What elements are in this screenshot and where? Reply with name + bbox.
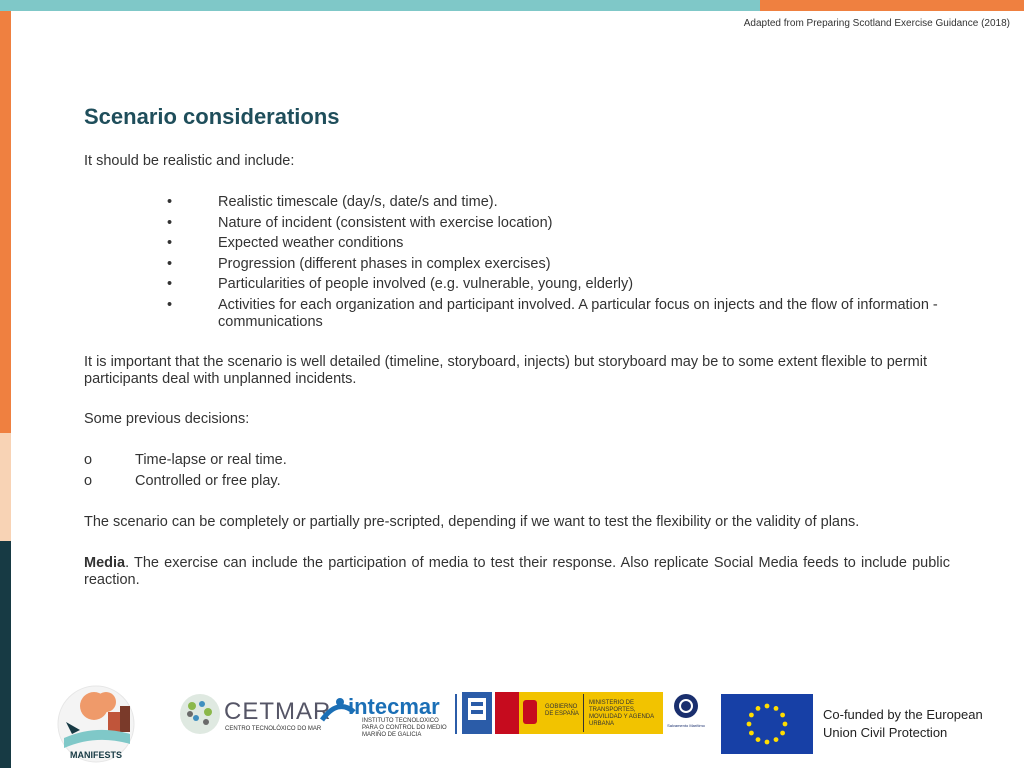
gobierno-text: GOBIERNO DE ESPAÑA (545, 704, 579, 717)
ministerio-text: MINISTERIO DE TRANSPORTES, MOVILIDAD Y AGENDA URBANA (589, 700, 654, 727)
intecmar-name: intecmar (348, 694, 440, 719)
media-text: . The exercise can include the participation of media to test their response. Also replicate Social Media feeds to include public reaction. (84, 555, 950, 588)
decisions-list (84, 452, 287, 493)
list-item (84, 297, 950, 331)
side-accent-peach (0, 433, 11, 541)
list-item-text: Progression (different phases in complex exercises) (218, 255, 551, 272)
top-accent-bar-orange (760, 0, 1024, 11)
list-item-text: Time-lapse or real time. (135, 452, 287, 468)
media-paragraph (84, 555, 950, 589)
scripted-paragraph: The scenario can be completely or partially pre-scripted, depending if we want to test the flexibility or the validity of plans. (84, 514, 860, 530)
list-item-text: Controlled or free play. (135, 472, 281, 489)
intecmar-subtitle: INSTITUTO TECNOLOXICO PARA O CONTROL DO MEDIO MARIÑO DE GALICIA (362, 718, 447, 738)
list-item (84, 276, 950, 293)
media-label: Media (84, 555, 126, 571)
gobierno-logo (495, 692, 663, 734)
bullet-marker: • (167, 214, 173, 231)
list-item (84, 235, 950, 252)
list-item (84, 452, 287, 469)
coat-of-arms-icon (523, 700, 537, 724)
list-item-text: Expected weather conditions (218, 235, 404, 251)
intecmar-logo (318, 692, 450, 738)
detail-paragraph: It is important that the scenario is well detailed (timeline, storyboard, injects) but storyboard may be to some extent flexible to permit participants deal with unplanned incidents. (84, 354, 927, 387)
list-item (84, 256, 950, 273)
salvamento-logo (666, 692, 706, 736)
xunta-logo (462, 692, 492, 734)
intro-text: It should be realistic and include: (84, 153, 295, 169)
list-item (84, 215, 950, 232)
manifests-logo (50, 678, 142, 764)
decisions-heading: Some previous decisions: (84, 411, 250, 427)
considerations-list (84, 194, 950, 334)
manifests-logo-text: MANIFESTS (69, 750, 123, 760)
bullet-marker: • (167, 194, 173, 210)
footer-logos (0, 670, 1024, 768)
list-item-text: Activities for each organization and participant involved. A particular focus on injects and the flow of information -communications (218, 296, 938, 330)
list-item-text: Realistic timescale (day/s, date/s and time). (218, 194, 498, 210)
eu-flag-icon (721, 694, 813, 754)
salvamento-text: Salvamento Marítimo (667, 723, 705, 728)
list-item-text: Nature of incident (consistent with exercise location) (218, 214, 553, 231)
list-item-text: Particularities of people involved (e.g. vulnerable, young, elderly) (218, 276, 634, 292)
list-item (84, 473, 287, 490)
logo-divider (455, 694, 457, 734)
eu-funding-line1: Co-funded by the European (823, 707, 983, 722)
list-item (84, 194, 950, 211)
bullet-marker: • (167, 255, 173, 272)
cetmar-name: CETMAR (224, 698, 332, 725)
cetmar-subtitle: CENTRO TECNOLÓXICO DO MAR (225, 726, 322, 732)
top-accent-bar-teal (0, 0, 760, 11)
bullet-marker: • (167, 235, 173, 251)
option-marker: o (84, 452, 93, 468)
source-note: Adapted from Preparing Scotland Exercise Guidance (2018) (743, 18, 1010, 29)
spain-flag-icon (495, 692, 519, 734)
eu-funding-line2: Union Civil Protection (823, 725, 948, 740)
bullet-marker: • (167, 276, 173, 292)
option-marker: o (84, 472, 93, 489)
bullet-marker: • (167, 296, 173, 313)
eu-funding-note (823, 706, 1013, 742)
side-accent-orange (0, 11, 11, 433)
page-title: Scenario considerations (84, 104, 340, 129)
cetmar-logo (178, 692, 332, 738)
